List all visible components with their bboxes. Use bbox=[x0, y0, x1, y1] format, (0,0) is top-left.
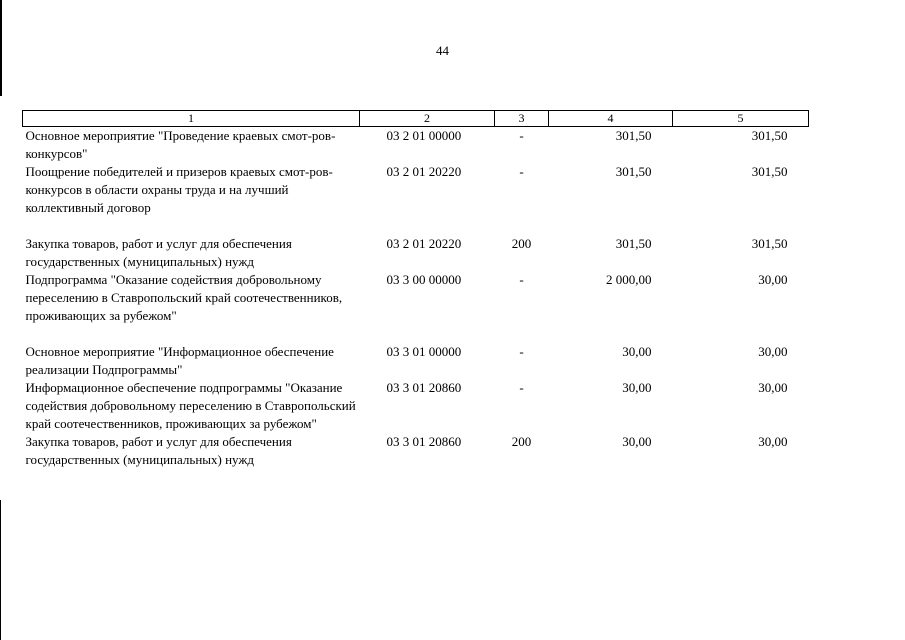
row-value-5: 301,50 bbox=[751, 236, 788, 251]
row-value-4: 301,50 bbox=[615, 128, 652, 143]
table-row bbox=[23, 343, 809, 379]
row-value-5: 301,50 bbox=[751, 164, 788, 179]
row-name: Информационное обеспечение подпрограммы "Оказание содействия добровольному переселению в Ставропольский край соотечественников, проживающих за рубежом" bbox=[25, 380, 356, 431]
column-header-5: 5 bbox=[673, 111, 809, 127]
row-value-5: 30,00 bbox=[758, 434, 788, 449]
row-code: 03 3 01 20860 bbox=[386, 434, 462, 449]
row-value-5: 30,00 bbox=[758, 272, 788, 287]
page-number: 44 bbox=[436, 43, 449, 58]
row-value-4: 2 000,00 bbox=[606, 272, 652, 287]
row-value-4: 301,50 bbox=[615, 164, 652, 179]
row-value-5: 30,00 bbox=[758, 344, 788, 359]
row-name: Основное мероприятие "Информационное обеспечение реализации Подпрограммы" bbox=[25, 344, 334, 377]
row-name: Подпрограмма "Оказание содействия добровольному переселению в Ставропольский край соотечественников, проживающих за рубежом" bbox=[25, 272, 343, 323]
row-name: Поощрение победителей и призеров краевых смот-ров-конкурсов в области охраны труда и на лучший коллективный договор bbox=[25, 164, 333, 215]
budget-table bbox=[22, 110, 809, 469]
row-value-4: 30,00 bbox=[622, 434, 652, 449]
row-type: - bbox=[519, 128, 524, 143]
row-value-4: 301,50 bbox=[615, 236, 652, 251]
row-name: Закупка товаров, работ и услуг для обеспечения государственных (муниципальных) нужд bbox=[25, 434, 292, 467]
row-code: 03 3 00 00000 bbox=[386, 272, 462, 287]
row-type: - bbox=[519, 380, 524, 395]
row-type: 200 bbox=[511, 236, 532, 251]
row-name: Основное мероприятие "Проведение краевых смот-ров-конкурсов" bbox=[25, 128, 336, 161]
table-row bbox=[23, 433, 809, 469]
column-header-4: 4 bbox=[549, 111, 673, 127]
row-type: - bbox=[519, 344, 524, 359]
scan-edge-bottom bbox=[0, 500, 1, 640]
row-type: - bbox=[519, 164, 524, 179]
row-code: 03 2 01 00000 bbox=[386, 128, 462, 143]
row-value-5: 301,50 bbox=[751, 128, 788, 143]
row-value-4: 30,00 bbox=[622, 344, 652, 359]
row-code: 03 2 01 20220 bbox=[386, 236, 462, 251]
row-code: 03 3 01 00000 bbox=[386, 344, 462, 359]
table-row bbox=[23, 379, 809, 433]
table-header bbox=[23, 111, 809, 127]
table-row bbox=[23, 163, 809, 235]
column-header-3: 3 bbox=[495, 111, 549, 127]
column-header-2: 2 bbox=[360, 111, 495, 127]
table-row bbox=[23, 127, 809, 164]
row-type: - bbox=[519, 272, 524, 287]
row-type: 200 bbox=[511, 434, 532, 449]
table-row bbox=[23, 235, 809, 271]
row-code: 03 2 01 20220 bbox=[386, 164, 462, 179]
row-value-4: 30,00 bbox=[622, 380, 652, 395]
column-header-1: 1 bbox=[23, 111, 360, 127]
table-body bbox=[23, 127, 809, 470]
row-code: 03 3 01 20860 bbox=[386, 380, 462, 395]
row-value-5: 30,00 bbox=[758, 380, 788, 395]
row-name: Закупка товаров, работ и услуг для обеспечения государственных (муниципальных) нужд bbox=[25, 236, 292, 269]
table-row bbox=[23, 271, 809, 343]
